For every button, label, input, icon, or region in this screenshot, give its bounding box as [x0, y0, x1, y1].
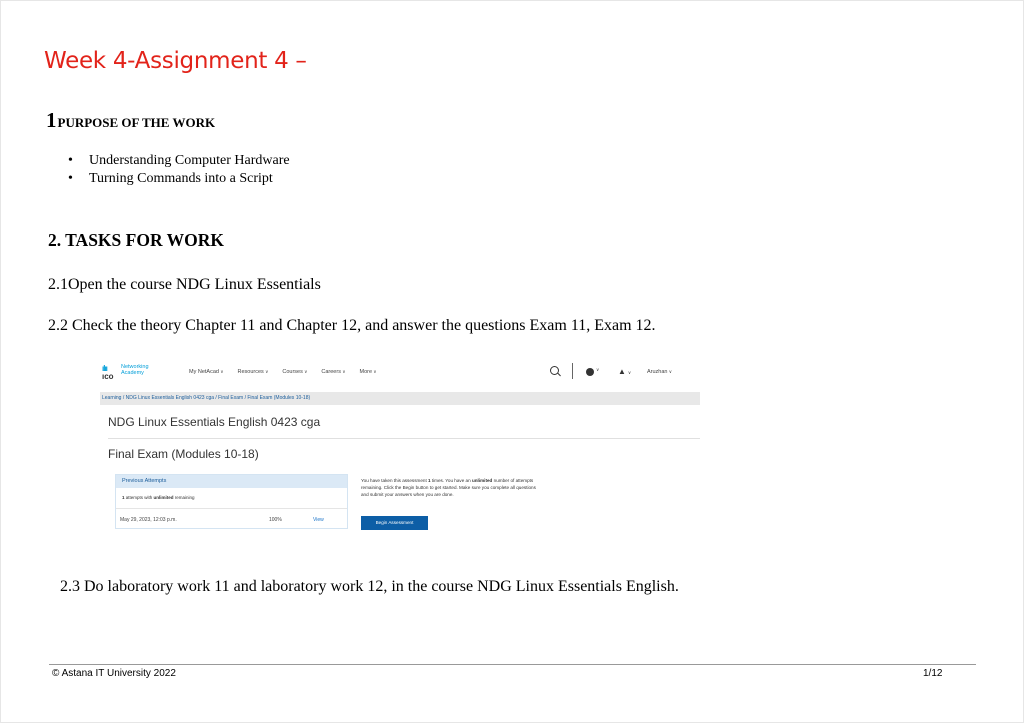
attempt-score: 100% — [269, 517, 282, 523]
nav-item-courses[interactable]: Courses ∨ — [282, 369, 307, 375]
brand-line-1: Networking — [121, 364, 149, 370]
user-menu[interactable]: Aruzhan ∨ — [647, 369, 672, 375]
nav-menu — [189, 369, 377, 375]
bell-icon[interactable]: ▲ ∨ — [618, 367, 631, 376]
nav-item-my-netacad[interactable]: My NetAcad ∨ — [189, 369, 224, 375]
breadcrumb[interactable]: Learning / NDG Linux Essentials English 0423 cga / Final Exam / Final Exam (Modules 10-18) — [102, 395, 311, 401]
logo-bars: ılıı — [102, 364, 107, 373]
footer-page-number: 1/12 — [923, 668, 943, 679]
tasks-heading: 2. TASKS FOR WORK — [48, 230, 225, 250]
purpose-heading — [46, 108, 215, 133]
help-icon[interactable] — [586, 368, 594, 376]
assessment-info — [361, 477, 541, 498]
info-times: 1 — [428, 478, 431, 483]
purpose-list — [68, 152, 290, 188]
list-item: • Turning Commands into a Script — [68, 170, 290, 188]
task-2-1: 2.1Open the course NDG Linux Essentials — [48, 276, 321, 293]
attempts-summary — [122, 495, 195, 500]
task-2-2: 2.2 Check the theory Chapter 11 and Chapter 12, and answer the questions Exam 11, Exam 12. — [48, 317, 656, 334]
task-2-3: 2.3 Do laboratory work 11 and laboratory work 12, in the course NDG Linux Essentials English. — [60, 578, 679, 595]
logo-text: ıco — [102, 372, 114, 381]
attempts-mid: attempts with — [124, 495, 154, 500]
footer-copyright: © Astana IT University 2022 — [52, 668, 176, 679]
info-part-3: number of attempts remaining. Click the Begin button to get started. Make sure you complete all questions and submit your answers when you are done. — [361, 478, 536, 497]
info-unlimited: unlimited — [471, 478, 493, 483]
netacad-logo[interactable] — [102, 364, 152, 382]
exam-title: Final Exam (Modules 10-18) — [108, 447, 259, 461]
list-item: • Understanding Computer Hardware — [68, 152, 290, 170]
info-part-2: times. You have an — [430, 478, 472, 483]
attempts-header: Previous Attempts — [116, 475, 347, 488]
nav-item-resources[interactable]: Resources ∨ — [238, 369, 269, 375]
divider — [108, 438, 700, 439]
attempts-remaining: remaining — [173, 495, 195, 500]
begin-assessment-button[interactable]: Begin Assessment — [361, 516, 428, 530]
previous-attempts-panel — [115, 474, 348, 529]
breadcrumb-bar — [100, 392, 700, 405]
course-title: NDG Linux Essentials English 0423 cga — [108, 415, 321, 429]
top-nav — [100, 357, 700, 387]
search-icon[interactable] — [550, 366, 559, 375]
slide-title: Week 4-Assignment 4 – — [44, 48, 307, 74]
attempts-divider — [116, 508, 347, 509]
purpose-number: 1 — [46, 108, 57, 132]
brand-line-2: Academy — [121, 370, 144, 376]
embedded-screenshot — [100, 357, 700, 537]
attempts-count: 1 — [122, 495, 125, 500]
purpose-text: PURPOSE OF THE WORK — [57, 115, 216, 130]
attempt-date: May 29, 2023, 12:03 p.m. — [120, 517, 177, 523]
view-attempt-link[interactable]: View — [313, 517, 324, 523]
nav-divider — [572, 363, 573, 379]
attempts-unlimited: unlimited — [153, 495, 174, 500]
nav-item-careers[interactable]: Careers ∨ — [321, 369, 345, 375]
nav-item-more[interactable]: More ∨ — [360, 369, 377, 375]
footer-divider — [49, 664, 976, 665]
info-part-1: You have taken this assessment — [361, 478, 428, 483]
brand-name — [121, 364, 149, 376]
